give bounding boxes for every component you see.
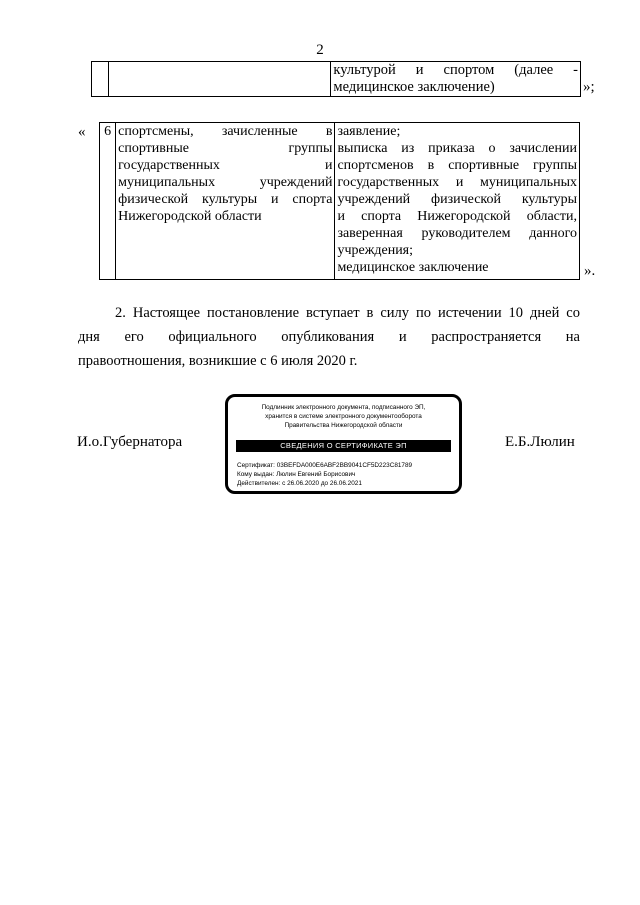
table-text-line: культурой и спортом (далее - [333,62,578,78]
table-text-line: государственных и муниципальных [337,175,577,190]
table-cell-left [116,123,335,280]
page-number: 2 [316,42,324,58]
stamp-header-line: хранится в системе электронного документооборота [265,413,422,420]
stamp-title-bar: СВЕДЕНИЯ О СЕРТИФИКАТЕ ЭП [236,440,451,452]
table-text-line: Нижегородской области [118,209,262,224]
table-text-line: физической культуры и спорта [118,192,333,207]
paragraph-line: дня его официального опубликования и распространяется на [78,329,580,345]
table-text-line: учреждений физической культуры [337,192,577,207]
table-cell-left [108,62,330,97]
opening-quote: « [78,124,86,140]
table-text-line: заявление; [337,124,401,139]
closing-quote: ». [584,263,596,279]
table-text-line: медицинское заключение [337,260,489,275]
body-paragraph [78,301,580,373]
stamp-header-line: Правительства Нижегородской области [284,422,403,429]
table-main [99,122,580,280]
table-text-line: спортсменов в спортивные группы [337,158,577,173]
table-text-line: медицинское заключение) [333,79,495,95]
stamp-cert-number: Сертификат: 03BEFDA000E6ABF2BB9041CF5D223C81789 [237,462,413,469]
stamp-issued-to: Кому выдан: Люлин Евгений Борисович [237,471,356,478]
table-text-line: спортсмены, зачисленные в [118,124,333,139]
paragraph-line: 2. Настоящее постановление вступает в силу по истечении 10 дней со [115,305,580,321]
stamp-header [228,403,459,430]
electronic-signature-stamp [225,394,462,494]
table-cell-num: 6 [100,123,116,280]
table-text-line: спортивные группы [118,141,333,156]
table-cell-right [335,123,580,280]
signatory-position: И.о.Губернатора [77,434,183,450]
stamp-header-line: Подлинник электронного документа, подписанного ЭП, [261,404,426,411]
table-text-line: и спорта Нижегородской области, [337,209,577,224]
signatory-name: Е.Б.Люлин [505,434,575,450]
table-text-line: учреждения; [337,243,414,258]
closing-quote: »; [583,79,595,95]
table-cell-num [92,62,109,97]
table-fragment-top [91,61,581,97]
paragraph-line: правоотношения, возникшие с 6 июля 2020 г. [78,353,358,369]
table-text-line: заверенная руководителем данного [337,226,577,241]
stamp-validity: Действителен: с 26.06.2020 до 26.06.2021 [237,480,362,487]
stamp-cert-info [237,461,412,488]
table-text-line: государственных и [118,158,333,173]
table-text-line: муниципальных учреждений [118,175,333,190]
table-cell-right [331,62,581,97]
table-text-line: выписка из приказа о зачислении [337,141,577,156]
